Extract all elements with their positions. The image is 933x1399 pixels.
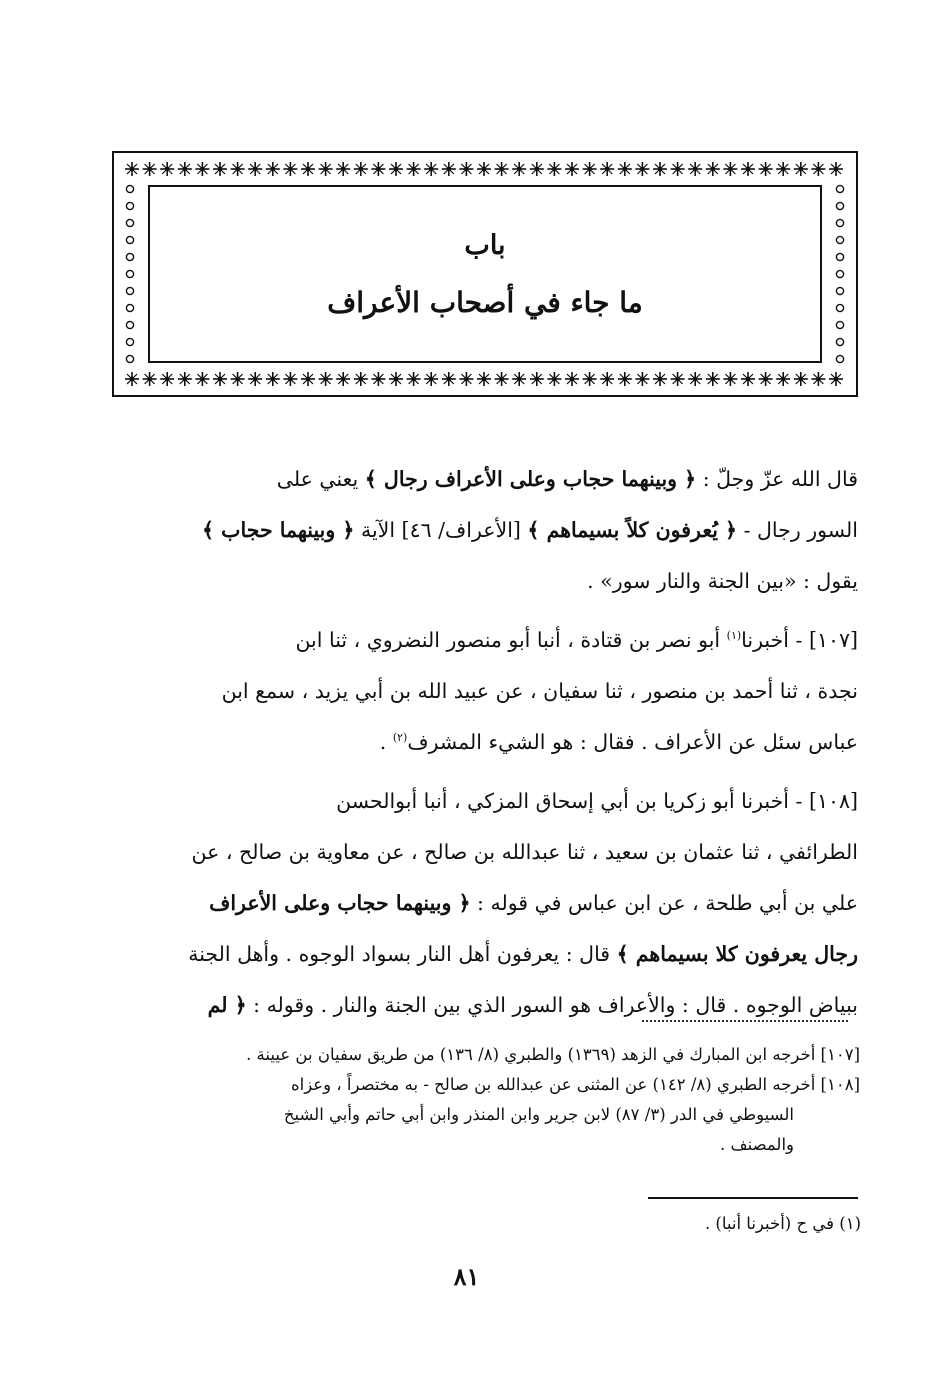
text-line	[112, 717, 858, 768]
footnote-107: [١٠٧] أخرجه ابن المبارك في الزهد (١٣٦٩) والطبري (٨/ ١٣٦) من طريق سفيان بن عيينة .	[246, 1045, 860, 1064]
text-run: السور رجال -	[737, 518, 858, 542]
text-run: ببياض الوجوه . قال : والأعراف هو السور الذي بين الجنة والنار . وقوله :	[246, 993, 858, 1017]
text-line	[112, 980, 858, 1031]
text-line	[112, 454, 858, 505]
quran-quote: ﴿ وبينهما حجاب ﴾	[202, 518, 355, 542]
quran-quote: رجال يعرفون كلا بسيماهم ﴾	[616, 942, 858, 966]
text-line	[112, 929, 858, 980]
text-line: الطرائفي ، ثنا عثمان بن سعيد ، ثنا عبدالله بن صالح ، عن معاوية بن صالح ، عن	[191, 840, 858, 864]
manuscript-variant-note: (١) في ح (أخبرنا أنبا) .	[704, 1214, 861, 1233]
footnote-marker: (١)	[726, 629, 742, 643]
quran-quote: ﴿ وبينهما حجاب وعلى الأعراف رجال ﴾	[364, 467, 697, 491]
footnote-108: [١٠٨] أخرجه الطبري (٨/ ١٤٢) عن المثنى عن عبدالله بن صالح - به مختصراً ، وعزاه	[290, 1075, 860, 1094]
text-run: عباس سئل عن الأعراف . فقال : هو الشيء المشرف	[407, 730, 858, 754]
text-line	[112, 878, 858, 929]
chapter-title: ما جاء في أصحاب الأعراف	[327, 286, 643, 319]
footnote-108-continued: والمصنف .	[720, 1135, 794, 1154]
chapter-label: باب	[464, 230, 506, 261]
quran-quote: ﴿ يُعرفون كلاً بسيماهم ﴾	[527, 518, 738, 542]
text-line: نجدة ، ثنا أحمد بن منصور ، ثنا سفيان ، عن عبيد الله بن أبي يزيد ، سمع ابن	[221, 679, 858, 703]
page-number: ٨١	[453, 1262, 480, 1291]
text-run: علي بن أبي طلحة ، عن ابن عباس في قوله :	[470, 891, 858, 915]
text-run: .	[379, 730, 393, 754]
chapter-heading-box	[148, 185, 822, 363]
text-run: قال : يعرفون أهل النار بسواد الوجوه . وأهل الجنة	[188, 942, 617, 966]
text-line	[112, 615, 858, 666]
text-run: [الأعراف/ ٤٦] الآية	[354, 518, 528, 542]
footnotes	[112, 1040, 860, 1160]
quran-quote: ﴿ وبينهما حجاب وعلى الأعراف	[209, 891, 471, 915]
footnote-separator-solid	[648, 1197, 858, 1199]
hadith-108	[112, 776, 858, 1031]
chapter-heading-frame	[112, 151, 858, 397]
text-run: يعني على	[276, 467, 365, 491]
hadith-107	[112, 615, 858, 768]
quran-quote: ﴿ لم	[207, 993, 247, 1017]
text-line: [١٠٨] - أخبرنا أبو زكريا بن أبي إسحاق المزكي ، أنبا أبوالحسن	[336, 789, 858, 813]
footnote-108-continued: السيوطي في الدر (٣/ ٨٧) لابن جرير وابن المنذر وابن أبي حاتم وأبي الشيخ	[283, 1105, 794, 1124]
footnote-separator-dotted	[642, 1020, 848, 1022]
intro-paragraph	[112, 454, 858, 607]
text-run: قال الله عزّ وجلّ :	[696, 467, 858, 491]
footnote-marker: (٢)	[392, 731, 408, 745]
text-run: [١٠٧] - أخبرنا	[741, 628, 858, 652]
text-line	[112, 505, 858, 556]
main-text	[112, 454, 858, 1031]
text-line: يقول : «بين الجنة والنار سور» .	[587, 569, 858, 593]
text-run: أبو نصر بن قتادة ، أنبا أبو منصور النضروي ، ثنا ابن	[295, 628, 727, 652]
